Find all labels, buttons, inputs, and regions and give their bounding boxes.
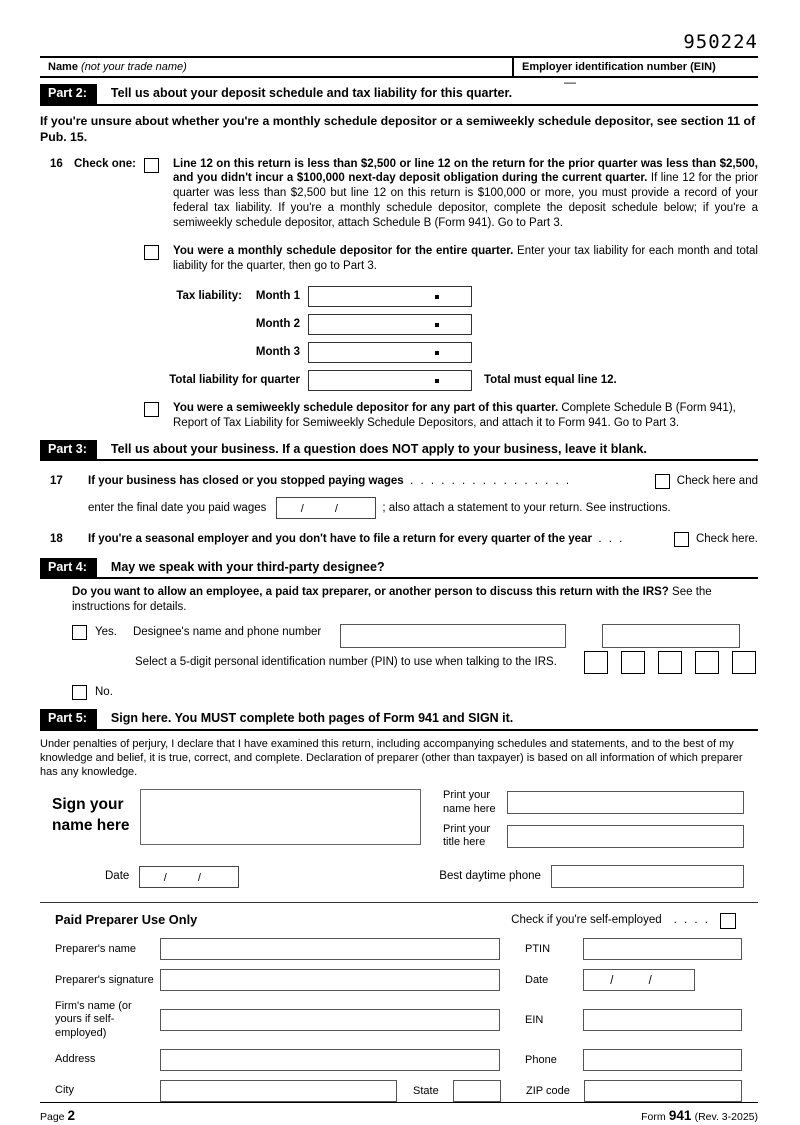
designee-no-row bbox=[40, 684, 758, 700]
pin-row bbox=[40, 651, 758, 674]
name-label-note: (not your trade name) bbox=[81, 61, 187, 73]
name-ein-strip bbox=[40, 56, 758, 89]
ein-label: Employer identification number (EIN) bbox=[522, 61, 716, 73]
firm-name-row bbox=[40, 1000, 758, 1040]
designee-no-checkbox[interactable] bbox=[72, 685, 87, 700]
city-input[interactable] bbox=[160, 1080, 397, 1102]
print-name-label: Print your name here bbox=[443, 789, 496, 815]
pin-label: Select a 5-digit personal identification number (PIN) to use when talking to the IRS. bbox=[135, 656, 557, 669]
yes-label: Yes. bbox=[95, 625, 117, 638]
line16-option2-text: You were a monthly schedule depositor for the entire quarter. Enter your tax liability for each month and total liability for the quarter, then go to Part 3. bbox=[173, 245, 758, 273]
page-footer bbox=[40, 1102, 758, 1125]
pin-digit-3-input[interactable] bbox=[658, 651, 682, 674]
month2-row bbox=[40, 314, 758, 335]
line17b-after: ; also attach a statement to your return. See instructions. bbox=[382, 501, 671, 514]
part3-header bbox=[40, 440, 758, 461]
form-word: Form bbox=[641, 1110, 666, 1123]
sign-date-input[interactable]: / / bbox=[139, 866, 239, 888]
line18-number: 18 bbox=[50, 532, 63, 545]
line17-check-label: Check here and bbox=[676, 474, 758, 487]
signature-input[interactable] bbox=[140, 789, 421, 845]
address-input[interactable] bbox=[160, 1049, 500, 1071]
line16-number: 16 bbox=[50, 157, 63, 170]
preparer-divider bbox=[40, 902, 758, 903]
sign-your-name-label: Sign your name here bbox=[52, 796, 130, 835]
state-input[interactable] bbox=[453, 1080, 501, 1102]
total-liability-label: Total liability for quarter bbox=[169, 374, 300, 387]
line18-row bbox=[40, 531, 758, 547]
pin-digit-4-input[interactable] bbox=[695, 651, 719, 674]
preparer-ein-input[interactable] bbox=[583, 1009, 742, 1031]
preparer-signature-row bbox=[40, 969, 758, 991]
part4-header bbox=[40, 558, 758, 579]
line16-option2-row bbox=[144, 244, 758, 274]
address-label: Address bbox=[55, 1053, 96, 1066]
part2-label: Part 2: bbox=[40, 84, 97, 103]
line16-option1-text: Line 12 on this return is less than $2,500 or line 12 on the return for the prior quarter was less than $2,500, and you didn't incur a $100,000 next-day deposit obligation during the current quarter. If line 12 for the prior quarter was less than $2,500 but line 12 on this return is $100,000 or more, you must provide a record of your federal tax liability. If you're a monthly schedule depositor, complete the deposit schedule below; if you're a semiweekly schedule depositor, attach Schedule B (Form 941). Go to Part 3. bbox=[173, 157, 758, 230]
preparer-name-label: Preparer's name bbox=[55, 942, 136, 955]
decimal-dot bbox=[435, 295, 439, 299]
address-row bbox=[40, 1049, 758, 1071]
part2-intro: If you're unsure about whether you're a monthly schedule depositor or a semiweekly schedule depositor, see section 11 of Pub. 15. bbox=[40, 113, 756, 144]
month1-label: Month 1 bbox=[255, 290, 300, 303]
sign-block bbox=[40, 789, 758, 849]
line18-text: If you're a seasonal employer and you don't have to file a return for every quarter of the year bbox=[88, 532, 592, 545]
sign-date-label: Date bbox=[105, 870, 130, 883]
decimal-dot bbox=[435, 351, 439, 355]
month3-label: Month 3 bbox=[255, 346, 300, 359]
total-liability-input[interactable] bbox=[308, 370, 472, 391]
self-employed-checkbox[interactable] bbox=[720, 913, 736, 929]
preparer-name-row bbox=[40, 938, 758, 960]
ptin-label: PTIN bbox=[525, 943, 551, 956]
decimal-dot bbox=[435, 323, 439, 327]
part2-title: Tell us about your deposit schedule and tax liability for this quarter. bbox=[110, 86, 513, 101]
tax-liability-label: Tax liability: bbox=[176, 290, 242, 303]
print-name-input[interactable] bbox=[507, 791, 744, 814]
designee-name-input[interactable] bbox=[340, 624, 566, 648]
form-revision: (Rev. 3-2025) bbox=[694, 1110, 758, 1123]
line17b-text: enter the final date you paid wages bbox=[88, 501, 267, 514]
city-label: City bbox=[55, 1084, 74, 1097]
preparer-signature-label: Preparer's signature bbox=[55, 973, 154, 986]
designee-phone-input[interactable] bbox=[602, 624, 740, 648]
preparer-name-input[interactable] bbox=[160, 938, 500, 960]
line17-number: 17 bbox=[50, 474, 63, 487]
part2-header bbox=[40, 84, 758, 105]
form-code: 950224 bbox=[683, 31, 758, 53]
part3-label: Part 3: bbox=[40, 440, 97, 459]
line16-row bbox=[40, 157, 758, 232]
pin-digit-2-input[interactable] bbox=[621, 651, 645, 674]
self-employed-label: Check if you're self-employed bbox=[511, 914, 662, 927]
dot-leader: . . . . . . . . . . . . . . . . bbox=[410, 474, 572, 487]
firm-name-input[interactable] bbox=[160, 1009, 500, 1031]
preparer-phone-label: Phone bbox=[525, 1053, 557, 1066]
name-cell[interactable] bbox=[40, 58, 512, 76]
dot-leader: . . . bbox=[598, 532, 625, 545]
city-state-zip-row bbox=[40, 1080, 758, 1102]
decimal-dot bbox=[435, 379, 439, 383]
line16-check-one-label: Check one: bbox=[74, 157, 136, 170]
no-label: No. bbox=[95, 685, 113, 698]
total-liability-row bbox=[40, 370, 758, 391]
preparer-date-label: Date bbox=[525, 974, 549, 987]
print-title-label: Print your title here bbox=[443, 822, 491, 849]
pin-digit-5-input[interactable] bbox=[732, 651, 756, 674]
preparer-ein-label: EIN bbox=[525, 1013, 544, 1026]
preparer-header bbox=[40, 912, 758, 929]
zip-label: ZIP code bbox=[526, 1084, 570, 1097]
state-label: State bbox=[413, 1084, 439, 1097]
part5-title: Sign here. You MUST complete both pages of Form 941 and SIGN it. bbox=[110, 711, 514, 726]
line16-option3-checkbox[interactable] bbox=[144, 402, 159, 417]
line17-checkbox[interactable] bbox=[655, 474, 670, 489]
perjury-statement: Under penalties of perjury, I declare that I have examined this return, including accompanying schedules and statements, and to the best of my knowledge and belief, it is true, correct, and complete. Declaration of preparer (other than taxpayer) is based on all information of which preparer has any knowledge. bbox=[40, 737, 743, 779]
form-number: 941 bbox=[668, 1107, 692, 1123]
month1-amount-input[interactable] bbox=[308, 286, 472, 307]
pin-digit-1-input[interactable] bbox=[584, 651, 608, 674]
line17b-row bbox=[88, 497, 758, 519]
ein-dash: — bbox=[564, 75, 576, 89]
designee-label: Designee's name and phone number bbox=[132, 625, 322, 638]
line17-text: If your business has closed or you stopped paying wages bbox=[88, 474, 404, 487]
pin-boxes bbox=[584, 651, 756, 674]
line18-check-label: Check here. bbox=[695, 532, 758, 545]
month2-label: Month 2 bbox=[255, 318, 300, 331]
zip-input[interactable] bbox=[584, 1080, 742, 1102]
ptin-input[interactable] bbox=[583, 938, 742, 960]
daytime-phone-input[interactable] bbox=[551, 865, 744, 888]
ein-cell[interactable] bbox=[512, 58, 758, 89]
month3-row bbox=[40, 342, 758, 363]
line16-option2-checkbox[interactable] bbox=[144, 245, 159, 260]
month2-amount-input[interactable] bbox=[308, 314, 472, 335]
line17-row bbox=[40, 473, 758, 489]
month3-amount-input[interactable] bbox=[308, 342, 472, 363]
page-number: 2 bbox=[67, 1107, 76, 1123]
preparer-signature-input[interactable] bbox=[160, 969, 500, 991]
part3-title: Tell us about your business. If a question does NOT apply to your business, leave it blank. bbox=[110, 441, 647, 456]
part4-label: Part 4: bbox=[40, 558, 97, 577]
designee-yes-checkbox[interactable] bbox=[72, 625, 87, 640]
part5-label: Part 5: bbox=[40, 709, 97, 728]
part4-title: May we speak with your third-party designee? bbox=[110, 560, 385, 575]
firm-name-label: Firm's name (or yours if self-employed) bbox=[55, 1000, 132, 1039]
total-note: Total must equal line 12. bbox=[484, 374, 617, 387]
line16-option3-row bbox=[144, 401, 758, 431]
designee-yes-row bbox=[40, 624, 758, 640]
preparer-date-input[interactable]: / / bbox=[583, 969, 695, 991]
preparer-title: Paid Preparer Use Only bbox=[55, 912, 198, 928]
sign-date-row bbox=[40, 865, 758, 888]
part4-intro: Do you want to allow an employee, a paid tax preparer, or another person to discuss this return with the IRS? See the instructions for details. bbox=[72, 586, 712, 614]
page-word: Page bbox=[40, 1110, 65, 1123]
month1-row bbox=[40, 286, 758, 307]
part5-header bbox=[40, 709, 758, 730]
dot-leader: . . . . bbox=[673, 914, 710, 927]
line16-option3-text: You were a semiweekly schedule depositor for any part of this quarter. Complete Schedule B (Form 941), Report of Tax Liability for Semiweekly Schedule Depositors, and attach it to Form 941. Go to Part 3. bbox=[173, 402, 736, 430]
daytime-phone-label: Best daytime phone bbox=[439, 870, 541, 883]
line18-checkbox[interactable] bbox=[674, 532, 689, 547]
name-label: Name bbox=[48, 61, 78, 73]
final-wages-date-input[interactable]: / / bbox=[276, 497, 376, 519]
preparer-phone-input[interactable] bbox=[583, 1049, 742, 1071]
print-title-input[interactable] bbox=[507, 825, 744, 848]
line16-option1-checkbox[interactable] bbox=[144, 158, 159, 173]
